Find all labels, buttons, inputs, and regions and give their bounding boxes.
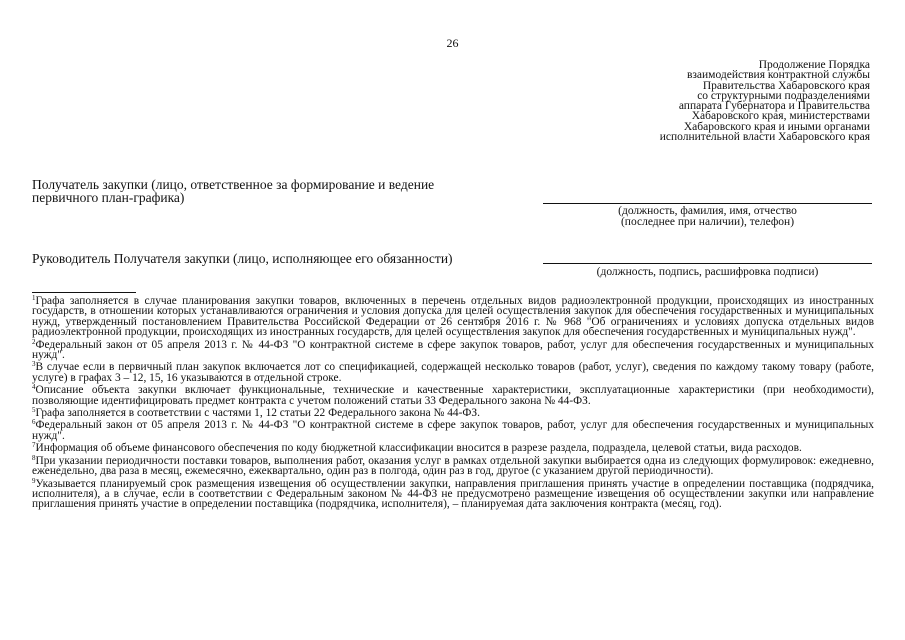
continuation-header xyxy=(560,60,870,142)
continuation-line: Хабаровского края, министерствами xyxy=(691,110,870,123)
footnote-text: Описание объекта закупки включает функциональные, технические и качественные характеристики, эксплуатационные характеристики (при необходимости), позволяющие идентифицировать предмет контракта с учетом положений статьи 33 Федерального закона № 44-ФЗ. xyxy=(32,384,874,407)
footnote-text: Федеральный закон от 05 апреля 2013 г. № 44-ФЗ "О контрактной системе в сфере закупок товаров, работ, услуг для обеспечения государственных и муниципальных нужд". xyxy=(32,419,874,442)
head-signature-caption xyxy=(543,267,872,278)
footnote-text: Федеральный закон от 05 апреля 2013 г. № 44-ФЗ "О контрактной системе в сфере закупок товаров, работ, услуг для обеспечения государственных и муниципальных нужд". xyxy=(32,338,874,362)
signature-label-line: Руководитель Получателя закупки (лицо, исполняющее его обязанности) xyxy=(32,251,453,266)
footnote xyxy=(32,362,874,383)
footnote-separator xyxy=(32,292,136,293)
continuation-line: взаимодействия контрактной службы xyxy=(686,69,870,82)
footnote-mark: 1 xyxy=(32,294,36,302)
page-number: 26 xyxy=(446,36,459,50)
footnote-mark: 8 xyxy=(32,453,36,462)
head-signature-label xyxy=(32,252,453,265)
footnote-mark: 6 xyxy=(32,418,36,427)
footnote-mark: 3 xyxy=(32,360,36,369)
footnote-text: Указывается планируемый срок размещения извещения об осуществлении закупки, направления приглашения принять участие в определении поставщика (подрядчика, исполнителя), а в случае, если в соответствии с Федеральным законом № 44-ФЗ не предусмотрено размещение извещения об осуществлении закупки или направление приглашения принять участие в определении поставщика (подрядчика, исполнителя), – планируемая дата заключения контракта (месяц, год). xyxy=(32,477,874,511)
footnote xyxy=(32,408,874,418)
recipient-signature-line[interactable] xyxy=(543,203,872,204)
footnote-mark: 2 xyxy=(32,337,36,346)
footnote-text: При указании периодичности поставки товаров, выполнения работ, оказания услуг в рамках отдельной закупки выбирается одна из следующих формулировок: ежедневно, еженедельно, два раза в месяц, ежемесячно, ежеквартально, один раз в полгода, один раз в год, другое (с указанием другой периодичности). xyxy=(32,454,874,478)
continuation-line: Правительства Хабаровского края xyxy=(702,79,870,92)
signature-caption-line: (последнее при наличии), телефон) xyxy=(620,215,795,228)
footnote xyxy=(32,296,874,338)
head-signature-line[interactable] xyxy=(543,263,872,264)
continuation-line: Продолжение Порядка xyxy=(758,59,870,71)
continuation-line: аппарата Губернатора и Правительства xyxy=(678,100,870,113)
recipient-signature-caption xyxy=(543,206,872,227)
footnote-mark: 9 xyxy=(32,476,36,485)
footnote-mark: 4 xyxy=(32,383,36,392)
footnotes xyxy=(32,296,874,512)
footnote-text: В случае если в первичный план закупок включается лот со спецификацией, содержащей несколько товаров (работ, услуг), сведения по каждому такому товару (работе, услуге) в графах 3 – 12, 15, 16 указываются в отдельной строке. xyxy=(32,361,874,384)
footnote-mark: 5 xyxy=(32,406,36,415)
continuation-line: исполнительной власти Хабаровского края xyxy=(659,131,870,144)
signature-caption-line: (должность, фамилия, имя, отчество xyxy=(618,205,797,217)
footnote xyxy=(32,453,874,478)
footnote xyxy=(32,476,874,511)
signature-label-line: Получатель закупки (лицо, ответственное за формирование и ведение xyxy=(32,177,435,192)
footnote-mark: 7 xyxy=(32,441,36,450)
footnote-text: Графа заполняется в случае планирования закупки товаров, включенных в перечень отдельных видов радиоэлектронной продукции, происходящих из иностранных государств, в отношении которых устанавливаются ограничения и условия допуска для целей осуществления закупок для обеспечения государственных и муниципальных нужд, утвержденный постановлением Правительства Российской Федерации от 26 сентября 2016 г. № 968 "Об ограничениях и условиях допуска отдельных видов радиоэлектронной продукции, происходящих из иностранных государств, для целей осуществления закупок для обеспечения государственных и муниципальных нужд". xyxy=(32,295,874,339)
recipient-signature-label xyxy=(32,178,434,204)
footnote xyxy=(32,443,874,453)
continuation-line: Хабаровского края и иными органами xyxy=(683,120,870,133)
footnote-text: Информация об объеме финансового обеспечения по коду бюджетной классификации вносится в разрезе раздела, подраздела, целевой статьи, вида расходов. xyxy=(35,442,802,455)
signature-caption-line: (должность, подпись, расшифровка подписи) xyxy=(596,266,819,278)
footnote xyxy=(32,385,874,406)
footnote xyxy=(32,420,874,441)
signature-label-line: первичного план-графика) xyxy=(32,190,185,205)
footnote xyxy=(32,337,874,362)
footnote-text: Графа заполняется в соответствии с частями 1, 12 статьи 22 Федерального закона № 44-ФЗ. xyxy=(35,407,480,420)
continuation-line: со структурными подразделениями xyxy=(697,89,870,102)
